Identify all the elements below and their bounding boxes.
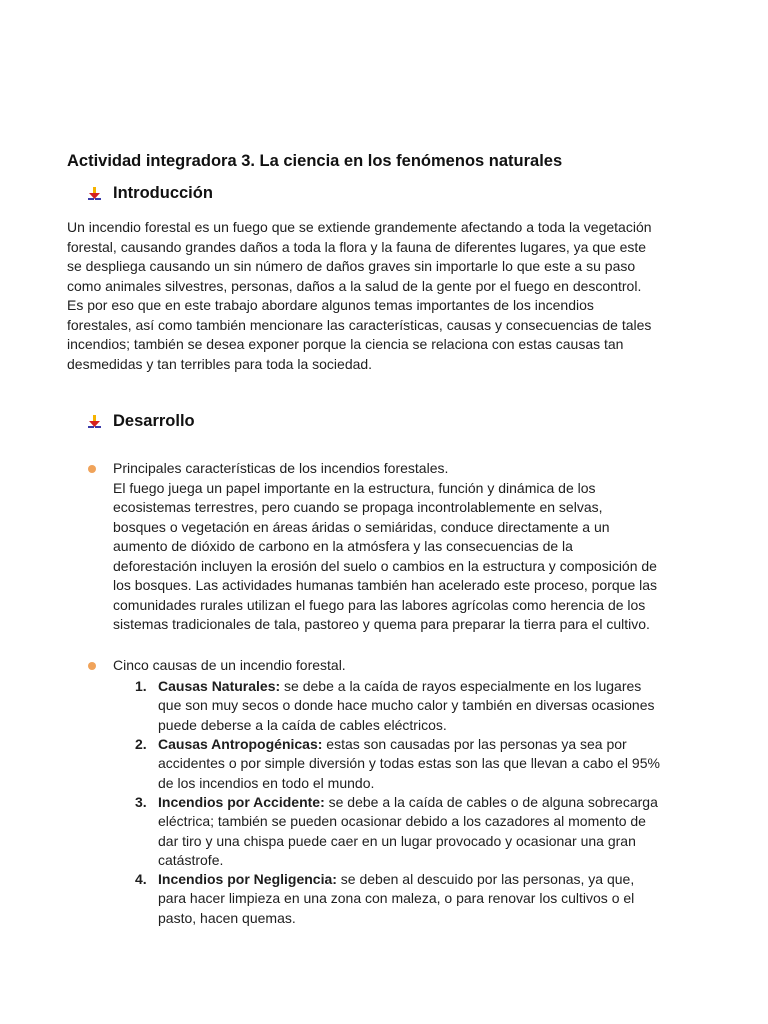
cause-line: pasto, hacen quemas. [158,909,296,926]
list-item-line: bosques o vegetación en áreas áridas o semiáridas, conduce directamente a un [113,518,610,535]
cause-line: puede deberse a la caída de cables eléctricos. [158,716,447,733]
introduction-heading [88,184,213,203]
development-heading [88,412,195,431]
paragraph-line: Es por eso que en este trabajo abordare algunos temas importantes de los incendios [67,297,594,313]
cause-item [135,870,634,928]
list-item-line: Cinco causas de un incendio forestal. [113,657,346,673]
cause-first-line [158,735,660,754]
bullet-dot-icon [88,465,96,473]
list-item-line: aumento de dióxido de carbono en la atmósfera y las consecuencias de la [113,538,573,554]
bullet-dot-icon [88,662,96,670]
cause-line: eléctrica; también se pueden ocasionar debido a los cazadores al momento de [158,813,646,830]
paragraph-line: desmedidas y tan terribles para toda la sociedad. [67,355,373,372]
arrow-down-icon [88,415,101,428]
list-item-line: El fuego juega un papel importante en la estructura, función y dinámica de los [113,479,596,496]
paragraph-line: se despliega causando un sin número de daños graves sin importarle lo que este a su paso [67,258,636,274]
cause-text: estas son causadas por las personas ya sea por [322,736,627,752]
list-item-line: deforestación incluyen la erosión del suelo o cambios en la estructura y composición de [113,557,657,574]
list-item-line: los bosques. Las actividades humanas también han acelerado este proceso, porque las [113,577,658,593]
cause-label: Causas Antropogénicas: [158,736,323,752]
cause-text: se debe a la caída de rayos especialmente en los lugares [280,678,642,694]
cause-line: para hacer limpieza en una zona con maleza, o para renovar los cultivos o el [158,890,635,907]
cause-number: 2. [135,736,147,752]
document-title: Actividad integradora 3. La ciencia en los fenómenos naturales [67,152,563,170]
cause-line: dar tiro y una chispa puede caer en un lugar provocado y ocasionar una gran [158,832,636,849]
introduction-paragraph [67,218,707,374]
paragraph-line: forestal, causando grandes daños a toda la flora y la fauna de diferentes lugares, ya que este [67,238,647,255]
list-item-line: Principales características de los incendios forestales. [113,460,449,476]
cause-line: catástrofe. [158,851,224,868]
cause-first-line [158,793,658,812]
cause-line: de los incendios en todo el mundo. [158,774,375,791]
arrow-down-icon [88,187,101,200]
list-item [113,656,346,676]
cause-label: Incendios por Negligencia: [158,871,337,887]
list-item [113,459,657,635]
cause-label: Causas Naturales: [158,678,281,694]
cause-number: 4. [135,871,147,887]
cause-item [135,735,660,793]
list-item-line: comunidades rurales utilizan el fuego para las labores agrícolas como herencia de los [113,596,646,613]
list-item-line: ecosistemas terrestres, pero cuando se propaga incontrolablemente en selvas, [113,499,603,515]
cause-number: 1. [135,678,147,694]
paragraph-line: forestales, así como también mencionare las características, causas y consecuencias de tales [67,316,652,333]
cause-text: se deben al descuido por las personas, ya que, [336,871,635,887]
cause-line: que son muy secos o donde hace mucho calor y también en diversas ocasiones [158,697,655,714]
introduction-heading-text: Introducción [113,184,213,202]
cause-item [135,793,658,870]
cause-line: accidentes o por simple diversión y todas estas son las que llevan a cabo el 95% [158,755,660,772]
paragraph-line: incendios; también se desea exponer porque la ciencia se relaciona con estas causas tan [67,336,624,352]
cause-label: Incendios por Accidente: [158,794,325,810]
development-heading-text: Desarrollo [113,412,195,430]
paragraph-line: como animales silvestres, personas, daños a la salud de la gente por el fuego en descontrol. [67,277,642,294]
cause-first-line [158,677,655,696]
list-item-line: sistemas tradicionales de tala, pastoreo y quema para preparar la tierra para el cultivo. [113,616,650,632]
cause-text: se debe a la caída de cables o de alguna sobrecarga [324,794,658,810]
cause-item [135,677,655,735]
cause-first-line [158,870,634,889]
cause-number: 3. [135,794,147,810]
paragraph-line: Un incendio forestal es un fuego que se extiende grandemente afectando a toda la vegetación [67,219,652,235]
